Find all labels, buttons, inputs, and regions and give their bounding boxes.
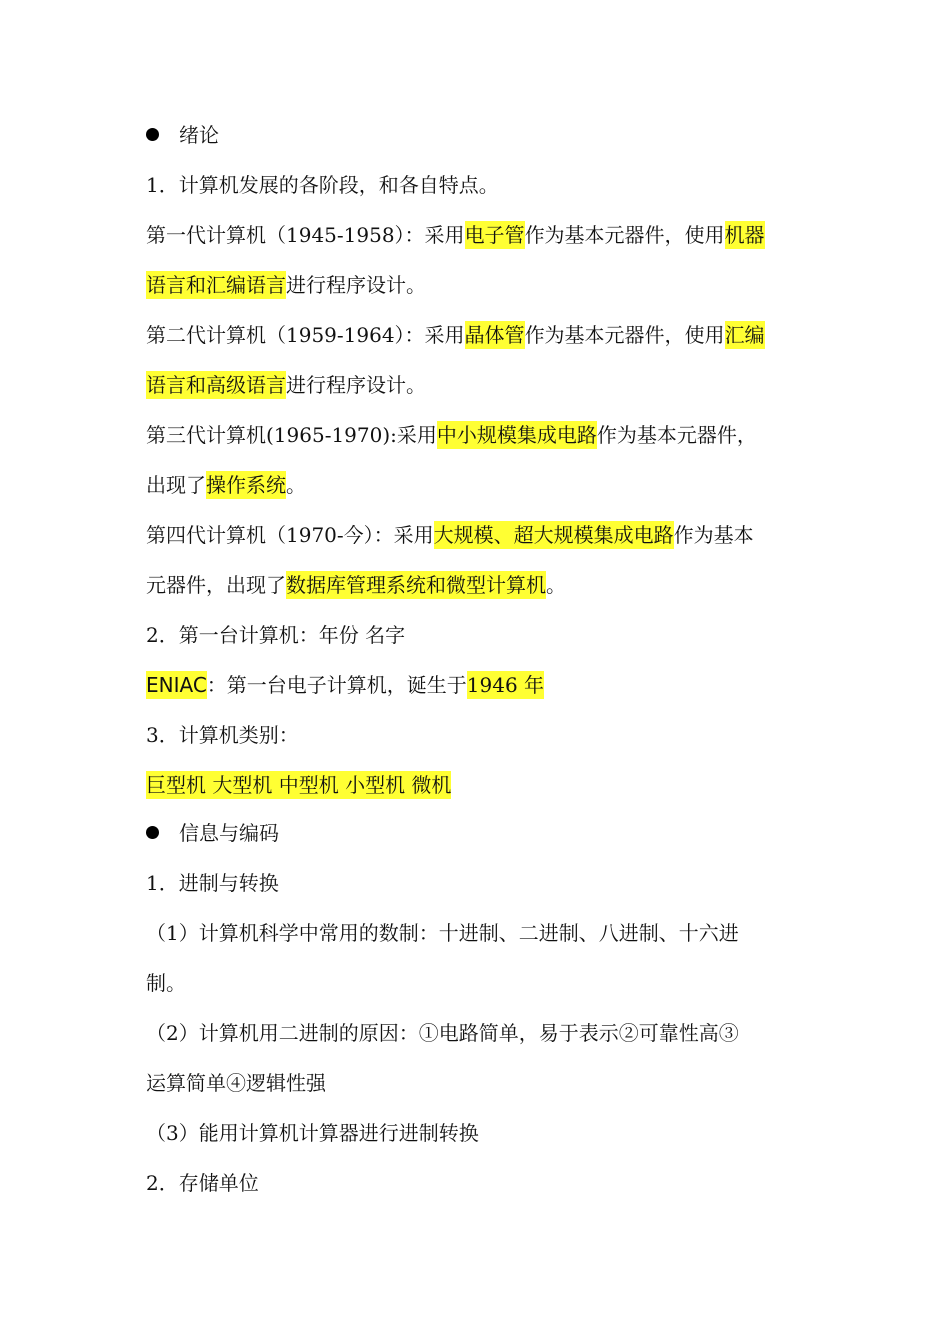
text: 作为基本元器件，使用 — [524, 223, 725, 247]
text: 第二代计算机（1959-1964）：采用 — [146, 323, 465, 347]
text: 作为基本元器件，使用 — [524, 323, 725, 347]
text: 元器件，出现了 — [146, 573, 286, 597]
gen3-line-2 — [146, 470, 306, 500]
text: 出现了 — [146, 473, 206, 497]
text: 。 — [546, 573, 566, 597]
text: 第一代计算机（1945-1958）：采用 — [146, 223, 465, 247]
text: 第四代计算机（1970-今）：采用 — [146, 523, 434, 547]
highlight: 操作系统 — [206, 473, 286, 497]
heading-text: 绪论 — [179, 123, 219, 147]
question-storage-units: 2．存储单位 — [146, 1171, 259, 1195]
paragraph-2-line-2: 运算简单④逻辑性强 — [146, 1071, 326, 1095]
bullet-icon — [146, 128, 159, 141]
paragraph-2-line-1: （2）计算机用二进制的原因：①电路简单，易于表示②可靠性高③ — [146, 1021, 739, 1045]
text: 进行程序设计。 — [286, 273, 426, 297]
categories-line — [146, 770, 451, 800]
paragraph-3: （3）能用计算机计算器进行进制转换 — [146, 1121, 479, 1145]
text: 作为基本 — [673, 523, 754, 547]
highlight: 巨型机 大型机 中型机 小型机 微机 — [146, 773, 452, 797]
paragraph-1-line-1: （1）计算机科学中常用的数制：十进制、二进制、八进制、十六进 — [146, 921, 739, 945]
section-heading-introduction — [146, 120, 219, 150]
gen2-line-2 — [146, 370, 426, 400]
highlight: ENIAC — [146, 673, 207, 697]
section-heading-information-encoding — [146, 818, 279, 848]
highlight: 晶体管 — [464, 323, 525, 347]
highlight: 机器 — [724, 223, 765, 247]
question-computer-categories: 3．计算机类别： — [146, 723, 299, 747]
text: ：第一台电子计算机，诞生于 — [206, 673, 467, 697]
question-number-systems: 1．进制与转换 — [146, 871, 279, 895]
highlight: 语言和高级语言 — [146, 373, 286, 397]
text: 第三代计算机(1965-1970):采用 — [146, 423, 437, 447]
gen3-line-1 — [146, 420, 757, 450]
highlight: 数据库管理系统和微型计算机 — [286, 573, 546, 597]
question-computer-generations: 1．计算机发展的各阶段，和各自特点。 — [146, 173, 499, 197]
highlight: 电子管 — [464, 223, 525, 247]
gen4-line-1 — [146, 520, 754, 550]
highlight: 大规模、超大规模集成电路 — [433, 523, 674, 547]
gen1-line-1 — [146, 220, 765, 250]
gen4-line-2 — [146, 570, 566, 600]
text: 进行程序设计。 — [286, 373, 426, 397]
text: 。 — [286, 473, 306, 497]
highlight: 1946 年 — [466, 673, 545, 697]
highlight: 语言和汇编语言 — [146, 273, 286, 297]
gen2-line-1 — [146, 320, 765, 350]
highlight: 中小规模集成电路 — [436, 423, 597, 447]
eniac-line — [146, 670, 544, 700]
highlight: 汇编 — [724, 323, 765, 347]
gen1-line-2 — [146, 270, 426, 300]
heading-text: 信息与编码 — [179, 821, 279, 845]
bullet-icon — [146, 826, 159, 839]
text: 作为基本元器件， — [596, 423, 757, 447]
paragraph-1-line-2: 制。 — [146, 971, 186, 995]
question-first-computer: 2．第一台计算机：年份 名字 — [146, 623, 406, 647]
